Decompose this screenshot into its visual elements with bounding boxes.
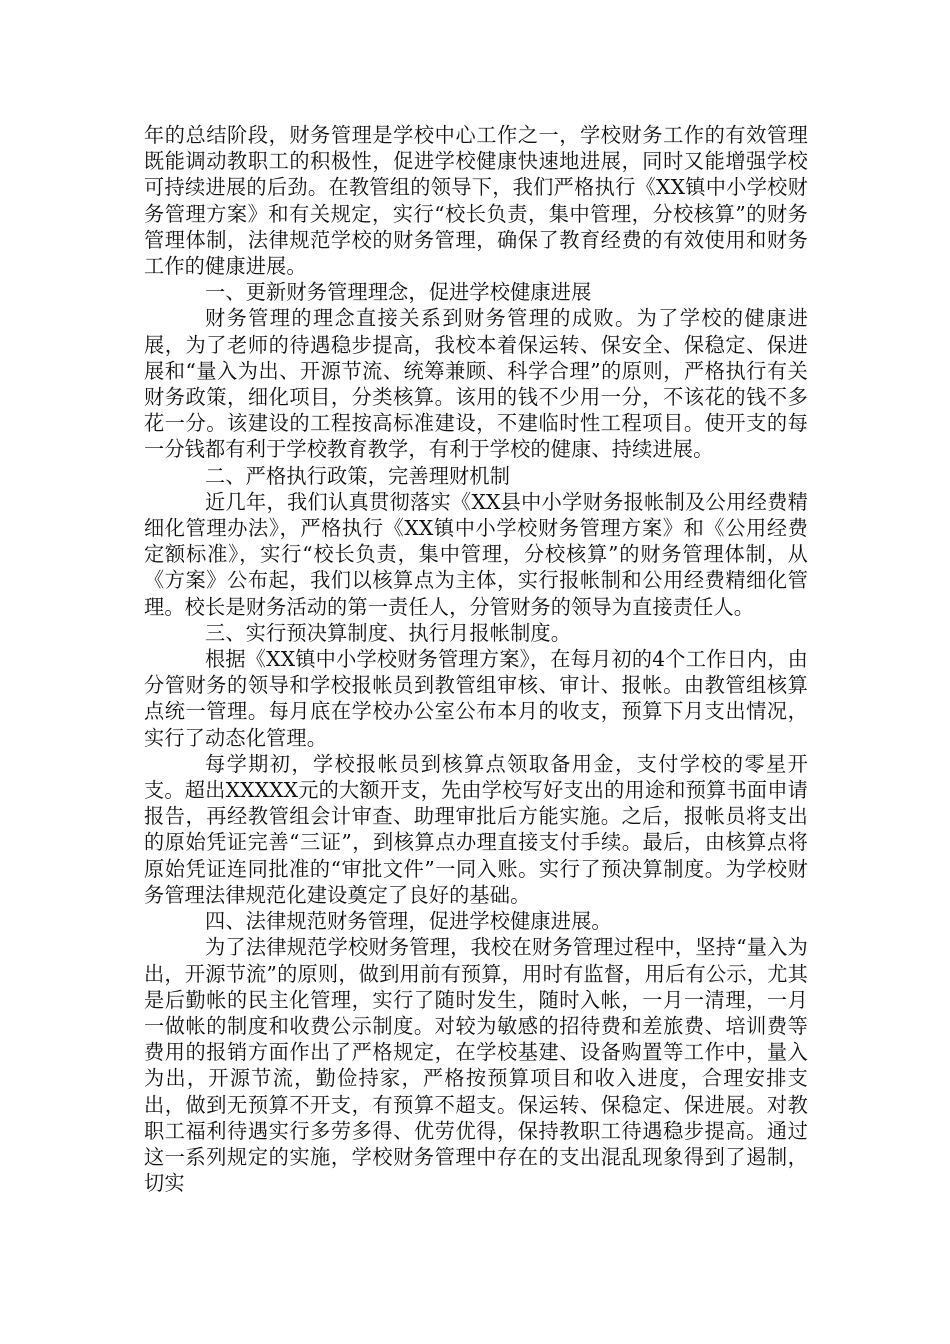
- section-heading-3: 三、实行预决算制度、执行月报帐制度。: [205, 620, 572, 645]
- paragraph-intro: 年的总结阶段，财务管理是学校中心工作之一，学校财务工作的有效管理既能调动教职工的积极性，促进学校健康快速地进展，同时又能增强学校可持续进展的后劲。在教管组的领导下，我们严格执行《XX镇中小学校财务管理方案》和有关规定，实行“校长负责，集中管理，分校核算”的财务管理体制，法律规范学校的财务管理，确保了教育经费的有效使用和财务工作的健康进展。: [144, 123, 808, 279]
- paragraph-section-4: 为了法律规范学校财务管理，我校在财务管理过程中，坚持“量入为出，开源节流”的原则，做到用前有预算，用时有监督，用后有公示，尤其是后勤帐的民主化管理，实行了随时发生，随时入帐，一月一清理，一月一做帐的制度和收费公示制度。对较为敏感的招待费和差旅费、培训费等费用的报销方面作出了严格规定，在学校基建、设备购置等工作中，量入为出，开源节流，勤俭持家，严格按预算项目和收入进度，合理安排支出，做到无预算不开支，有预算不超支。保运转、保稳定、保进展。对教职工福利待遇实行多劳多得、优劳优得，保持教职工待遇稳步提高。通过这一系列规定的实施，学校财务管理中存在的支出混乱现象得到了遏制，切实: [144, 935, 808, 1196]
- section-heading-1: 一、更新财务管理理念，促进学校健康进展: [205, 280, 592, 305]
- section-heading-2: 二、严格执行政策，完善理财机制: [205, 463, 511, 488]
- paragraph-section-1: 财务管理的理念直接关系到财务管理的成败。为了学校的健康进展，为了老师的待遇稳步提高，我校本着保运转、保安全、保稳定、保进展和“量入为出、开源节流、统筹兼顾、科学合理”的原则，严格执行有关财务政策，细化项目，分类核算。该用的钱不少用一分，不该花的钱不多花一分。该建设的工程按高标准建设，不建临时性工程项目。使开支的每一分钱都有利于学校教育教学，有利于学校的健康、持续进展。: [144, 306, 808, 462]
- paragraph-section-3b: 每学期初，学校报帐员到核算点领取备用金，支付学校的零星开支。超出XXXXX元的大额开支，先由学校写好支出的用途和预算书面申请报告，再经教管组会计审查、助理审批后方能实施。之后，报帐员将支出的原始凭证完善“三证”，到核算点办理直接支付手续。最后，由核算点将原始凭证连同批准的“审批文件”一同入账。实行了预决算制度。为学校财务管理法律规范化建设奠定了良好的基础。: [144, 751, 808, 907]
- paragraph-section-2: 近几年，我们认真贯彻落实《XX县中小学财务报帐制及公用经费精细化管理办法》，严格执行《XX镇中小学校财务管理方案》和《公用经费定额标准》，实行“校长负责，集中管理，分校核算”的财务管理体制，从《方案》公布起，我们以核算点为主体，实行报帐制和公用经费精细化管理。校长是财务活动的第一责任人，分管财务的领导为直接责任人。: [144, 489, 808, 619]
- document-page: [144, 122, 808, 1196]
- paragraph-section-3a: 根据《XX镇中小学校财务管理方案》，在每月初的4个工作日内，由分管财务的领导和学校报帐员到教管组审核、审计、报帐。由教管组核算点统一管理。每月底在学校办公室公布本月的收支，预算下月支出情况，实行了动态化管理。: [144, 647, 808, 750]
- section-heading-4: 四、法律规范财务管理，促进学校健康进展。: [205, 909, 612, 934]
